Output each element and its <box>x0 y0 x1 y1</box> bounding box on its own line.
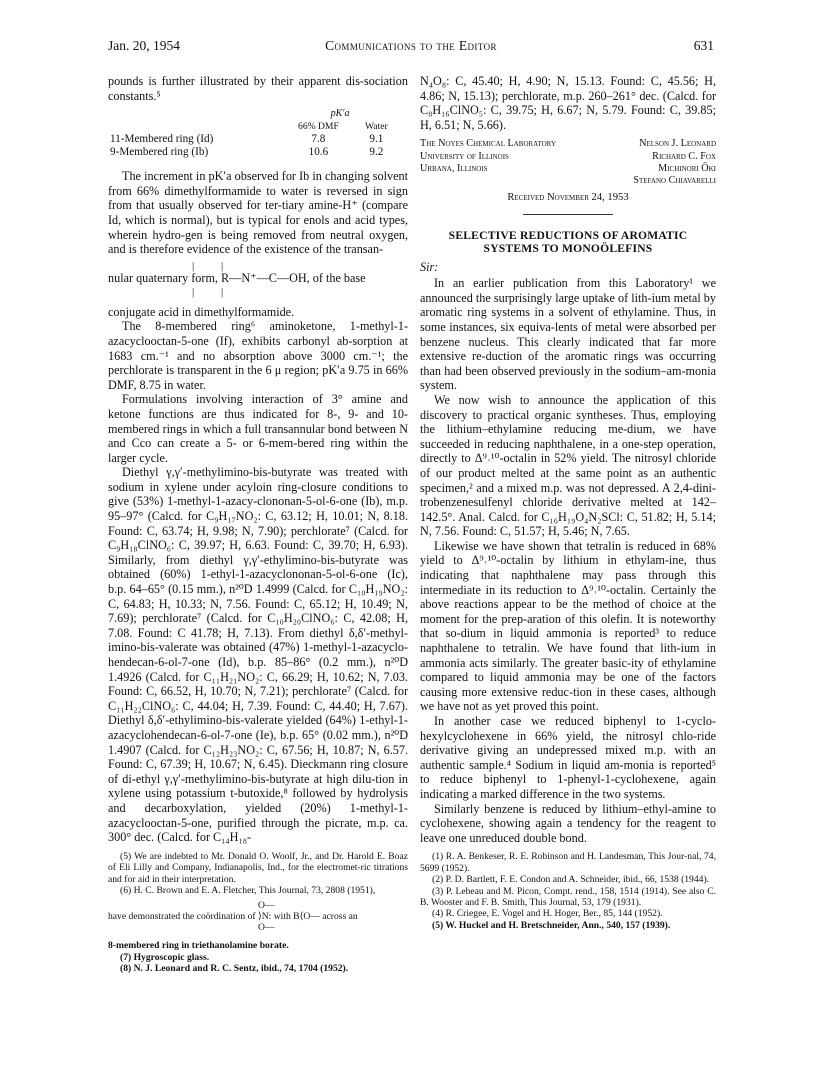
footnote-6-struct-bottom: O— <box>258 922 275 934</box>
intro-text: pounds is further illustrated by their apparent dis-sociation constants.⁵ <box>108 74 408 103</box>
author-name: Stefano Chiavarelli <box>633 174 716 186</box>
footnote-6-structure <box>108 900 408 936</box>
structure-formula <box>108 259 408 303</box>
signature-block <box>420 138 716 187</box>
footnote-4: (4) R. Criegee, E. Vogel and H. Hoger, Ber., 85, 144 (1952). <box>432 908 663 920</box>
footnote-3: (3) P. Lebeau and M. Picon, Compt. rend., 158, 1514 (1914). See also C. B. Wooster and F. B. Smith, This Journal, 53, 179 (1931). <box>420 885 716 908</box>
structure-bonds-bottom: | | <box>192 285 236 298</box>
footnote-2: (2) P. D. Bartlett, F. E. Condon and A. Schneider, ibid., 66, 1538 (1944). <box>432 874 710 886</box>
row-dmf: 10.6 <box>308 146 329 159</box>
footnotes-left <box>108 851 408 975</box>
footnote-6-struct-mid: have demonstrated the coördination of ⟩N: with B⟨O— across an <box>108 911 358 923</box>
paragraph-biphenyl: In another case we reduced biphenyl to 1-cyclo-hexylcyclohexene in 66% yield, the nitrosyl chlo-ride derivative giving an undepressed mixed m.p. with an authentic sample.⁴ Sodium in liquid am-monia is reported⁵ to reduce biphenyl to 1-phenyl-1-cyclohexene, again indicating a marked difference in the two systems. <box>420 714 716 801</box>
footnotes-right <box>420 851 716 931</box>
received-date: Received November 24, 1953 <box>507 192 629 204</box>
left-column <box>108 74 408 975</box>
structure-line: nular quaternary form, R—N⁺—C—OH, of the base <box>108 270 366 285</box>
footnote-8: (8) N. J. Leonard and R. C. Sentz, ibid., 74, 1704 (1952). <box>120 963 349 975</box>
author-name: Richard C. Fox <box>652 150 716 162</box>
paragraph-benzene: Similarly benzene is reduced by lithium–ethyl-amine to cyclohexene, showing again a tendency for the reagent to leave one unreduced double bond. <box>420 801 716 845</box>
row-water: 9.1 <box>369 133 384 146</box>
paragraph-continuation: N₄O₈: C, 45.40; H, 4.90; N, 15.13. Found: C, 45.56; H, 4.86; N, 15.13); perchlorate, m.p. 260–261° dec. (Calcd. for C₈H₁₆ClNO₅: C, 39.75; H, 6.67; N, 5.79. Found: C, 39.85; H, 6.51; N, 5.66). <box>420 74 716 132</box>
footnote-5-right: (5) W. Huckel and H. Bretschneider, Ann., 540, 157 (1939). <box>432 919 671 931</box>
paragraph-tetralin: Likewise we have shown that tetralin is reduced in 68% yield to Δ⁹˒¹⁰-octalin by lithium in ethylam-ine, thus indicating that naphthalene may pass through this intermediate in its reduction to Δ⁹˒¹⁰-octalin. Certainly the above reactions appear to be the method of choice at the moment for the prep-aration of this olefin. It is noteworthy that so-dium in liquid ammonia is reported³ to reduce naphthalene to tetralin. We have found that lith-ium in ammonia acts similarly. The greater basic-ity of ethylamine compared to liquid ammonia may be one of the factors causing more extensive reduc-tion in these cases, although we have not as yet proved this point. <box>420 538 716 714</box>
paragraph-naphthalene: We now wish to announce the application of this discovery to practical organic syntheses. Thus, employing the lithium–ethylamine reducing me-dium, we have succeeded in reducing naphthalene, in a one-step operation, directly to Δ⁹˒¹⁰-octalin in 52% yield. The nitrosyl chloride of our product melted at the same point as an authentic specimen,² and a mixed m.p. was not depressed. A 2,4-dini-trobenzenesulfenyl chloride derivative melted at 142–142.5°. Anal. Calcd. for C₁₆H₁₉O₄N₂SCl: C, 51.82; H, 5.14; N, 7.56. Found: C, 51.57; H, 5.46; N, 7.65. <box>420 392 716 539</box>
lab-university: University of Illinois <box>420 150 509 162</box>
pk-table <box>108 107 398 159</box>
row-label: 9-Membered ring (Ib) <box>110 146 209 159</box>
footnote-7: (7) Hygroscopic glass. <box>120 951 210 963</box>
section-divider <box>523 214 613 215</box>
footnote-5: (5) We are indebted to Mr. Donald O. Woolf, Jr., and Dr. Harold E. Boaz of Eli Lilly and Company, Indianapolis, Ind., for the electromet-ric titrations and for aid in their interpretation. <box>108 850 408 885</box>
row-water: 9.2 <box>369 146 384 159</box>
footnote-6-struct-top: O— <box>258 900 275 912</box>
pk-col-water: Water <box>365 121 388 133</box>
lab-name: The Noyes Chemical Laboratory <box>420 138 557 150</box>
author-name: Nelson J. Leonard <box>639 138 716 150</box>
footnote-1: (1) R. A. Benkeser, R. E. Robinson and H. Landesman, This Jour-nal, 74, 5699 (1952). <box>420 851 716 874</box>
paragraph-earlier-publication: In an earlier publication from this Laboratory¹ we announced the surprisingly large uptake of lith-ium metal by aromatic ring systems in a solvent of ethylamine. Thus, in some instances, six equiva-lents of metal were absorbed per benzene nucleus. This clearly indicated that far more extensive re-duction of the aromatic rings was occurring than had been observed previously in the sodium–am-monia system. <box>420 276 716 393</box>
structure-bonds-top: | | <box>192 259 236 272</box>
page-header <box>108 38 714 58</box>
paragraph-pk-increment: The increment in pK′a observed for Ib in changing solvent from 66% dimethylformamide to water is reversed in sign from that usually observed for ter-tiary amine-H⁺ (compare Id, which is normal), but is typical for enols and acid types, wherein hydro-gen is being removed from neutral oxygen, and is therefore evidence of the existence of the transan- <box>108 169 408 257</box>
footnote-6: (6) H. C. Brown and E. A. Fletcher, This Journal, 73, 2808 (1951), <box>120 884 376 896</box>
page-number: 631 <box>693 38 714 53</box>
paragraph-aminoketone: The 8-membered ring⁶ aminoketone, 1-methyl-1-azacyclooctan-5-one (If), exhibits carbonyl ab-sorption at 1683 cm.⁻¹ and no absorption above 3000 cm.⁻¹; the perchlorate is transparent in the 6 μ region; pK′a 9.75 in 66% DMF, 8.75 in water. <box>108 319 408 392</box>
author-name: Michinori Ōki <box>658 162 716 174</box>
header-date: Jan. 20, 1954 <box>108 38 180 53</box>
lab-location: Urbana, Illinois <box>420 162 488 174</box>
pk-col-dmf: 66% DMF <box>298 121 339 133</box>
right-column <box>420 74 716 931</box>
table-row <box>108 133 398 146</box>
paragraph-experimental: Diethyl γ,γ′-methylimino-bis-butyrate was treated with sodium in xylene under acyloin ring-closure conditions to give (53%) 1-methyl-1-azacy-clononan-5-ol-6-one (Ib), m.p. 95–97° (Calcd. for C₉H₁₇NO₂: C, 63.12; H, 10.01; N, 8.18. Found: C, 63.74; H, 9.98; N, 7.90); perchlorate⁷ (Calcd. for C₉H₁₈ClNO₆: C, 39.97; H, 6.63. Found: C, 39.70; H, 6.93). Similarly, from diethyl γ,γ′-ethylimino-bis-butyrate was obtained (60%) 1-ethyl-1-azacyclononan-5-ol-6-one (Ic), b.p. 64–65° (0.15 mm.), n²⁰D 1.4999 (Calcd. for C₁₀H₁₉NO₂: C, 64.83; H, 10.33; N, 7.56. Found: C, 65.12; H, 10.49; N, 7.69); perchlorate⁷ (Calcd. for C₁₀H₂₀ClNO₆: C, 42.08; H, 7.08. Found: C 41.78; H, 7.13). From diethyl δ,δ′-methyl-imino-bis-valerate was obtained (47%) 1-methyl-1-azacyclo-hendecan-6-ol-7-one (Id), b.p. 85–86° (0.2 mm.), n²⁰D 1.4926 (Calcd. for C₁₁H₂₁NO₂: C, 66.29; H, 10.62; N, 7.03. Found: C, 66.52, H, 10.70; N, 7.21); perchlorate⁷ (Calcd. for C₁₁H₂₂ClNO₆: C, 44.04; H, 7.39. Found: C, 44.40; H, 7.67). Diethyl δ,δ′-ethylimino-bis-valerate yielded (64%) 1-ethyl-1-azacyclohendecan-6-ol-7-one (Ie), b.p. 65° (0.02 mm.), n²⁰D 1.4907 (Calcd. for C₁₂H₂₃NO₂: C, 67.56; H, 10.87; N, 6.57. Found: C, 67.39; H, 10.67; N, 6.45). Dieckmann ring closure of di-ethyl γ,γ′-methylimino-bis-butyrate at high dilu-tion in xylene using potassium t-butoxide,⁸ followed by hydrolysis and decarboxylation, yielded (20%) 1-methyl-1-azacyclooctan-5-one, purified through the picrate, m.p. ca. 300° dec. (Calcd. for C₁₄H₁₈- <box>108 465 408 845</box>
row-label: 11-Membered ring (Id) <box>110 133 214 146</box>
row-dmf: 7.8 <box>311 133 326 146</box>
pk-heading: pK′a <box>330 108 350 120</box>
table-row <box>108 146 398 159</box>
footnote-6-end: 8-membered ring in triethanolamine borate. <box>108 940 289 952</box>
paragraph-formulations: Formulations involving interaction of 3° amine and ketone functions are thus indicated for 8-, 9- and 10-membered rings in which a full transannular bond between N and Cco can create a 5- or 6-mem-bered ring within the larger cycle. <box>108 392 408 465</box>
article-title: SELECTIVE REDUCTIONS OF AROMATIC SYSTEMS TO MONOÖLEFINS <box>448 228 688 256</box>
salutation: Sir: <box>420 259 439 274</box>
header-section: Communications to the Editor <box>325 38 497 53</box>
paragraph-conjugate: conjugate acid in dimethylformamide. <box>108 304 295 319</box>
